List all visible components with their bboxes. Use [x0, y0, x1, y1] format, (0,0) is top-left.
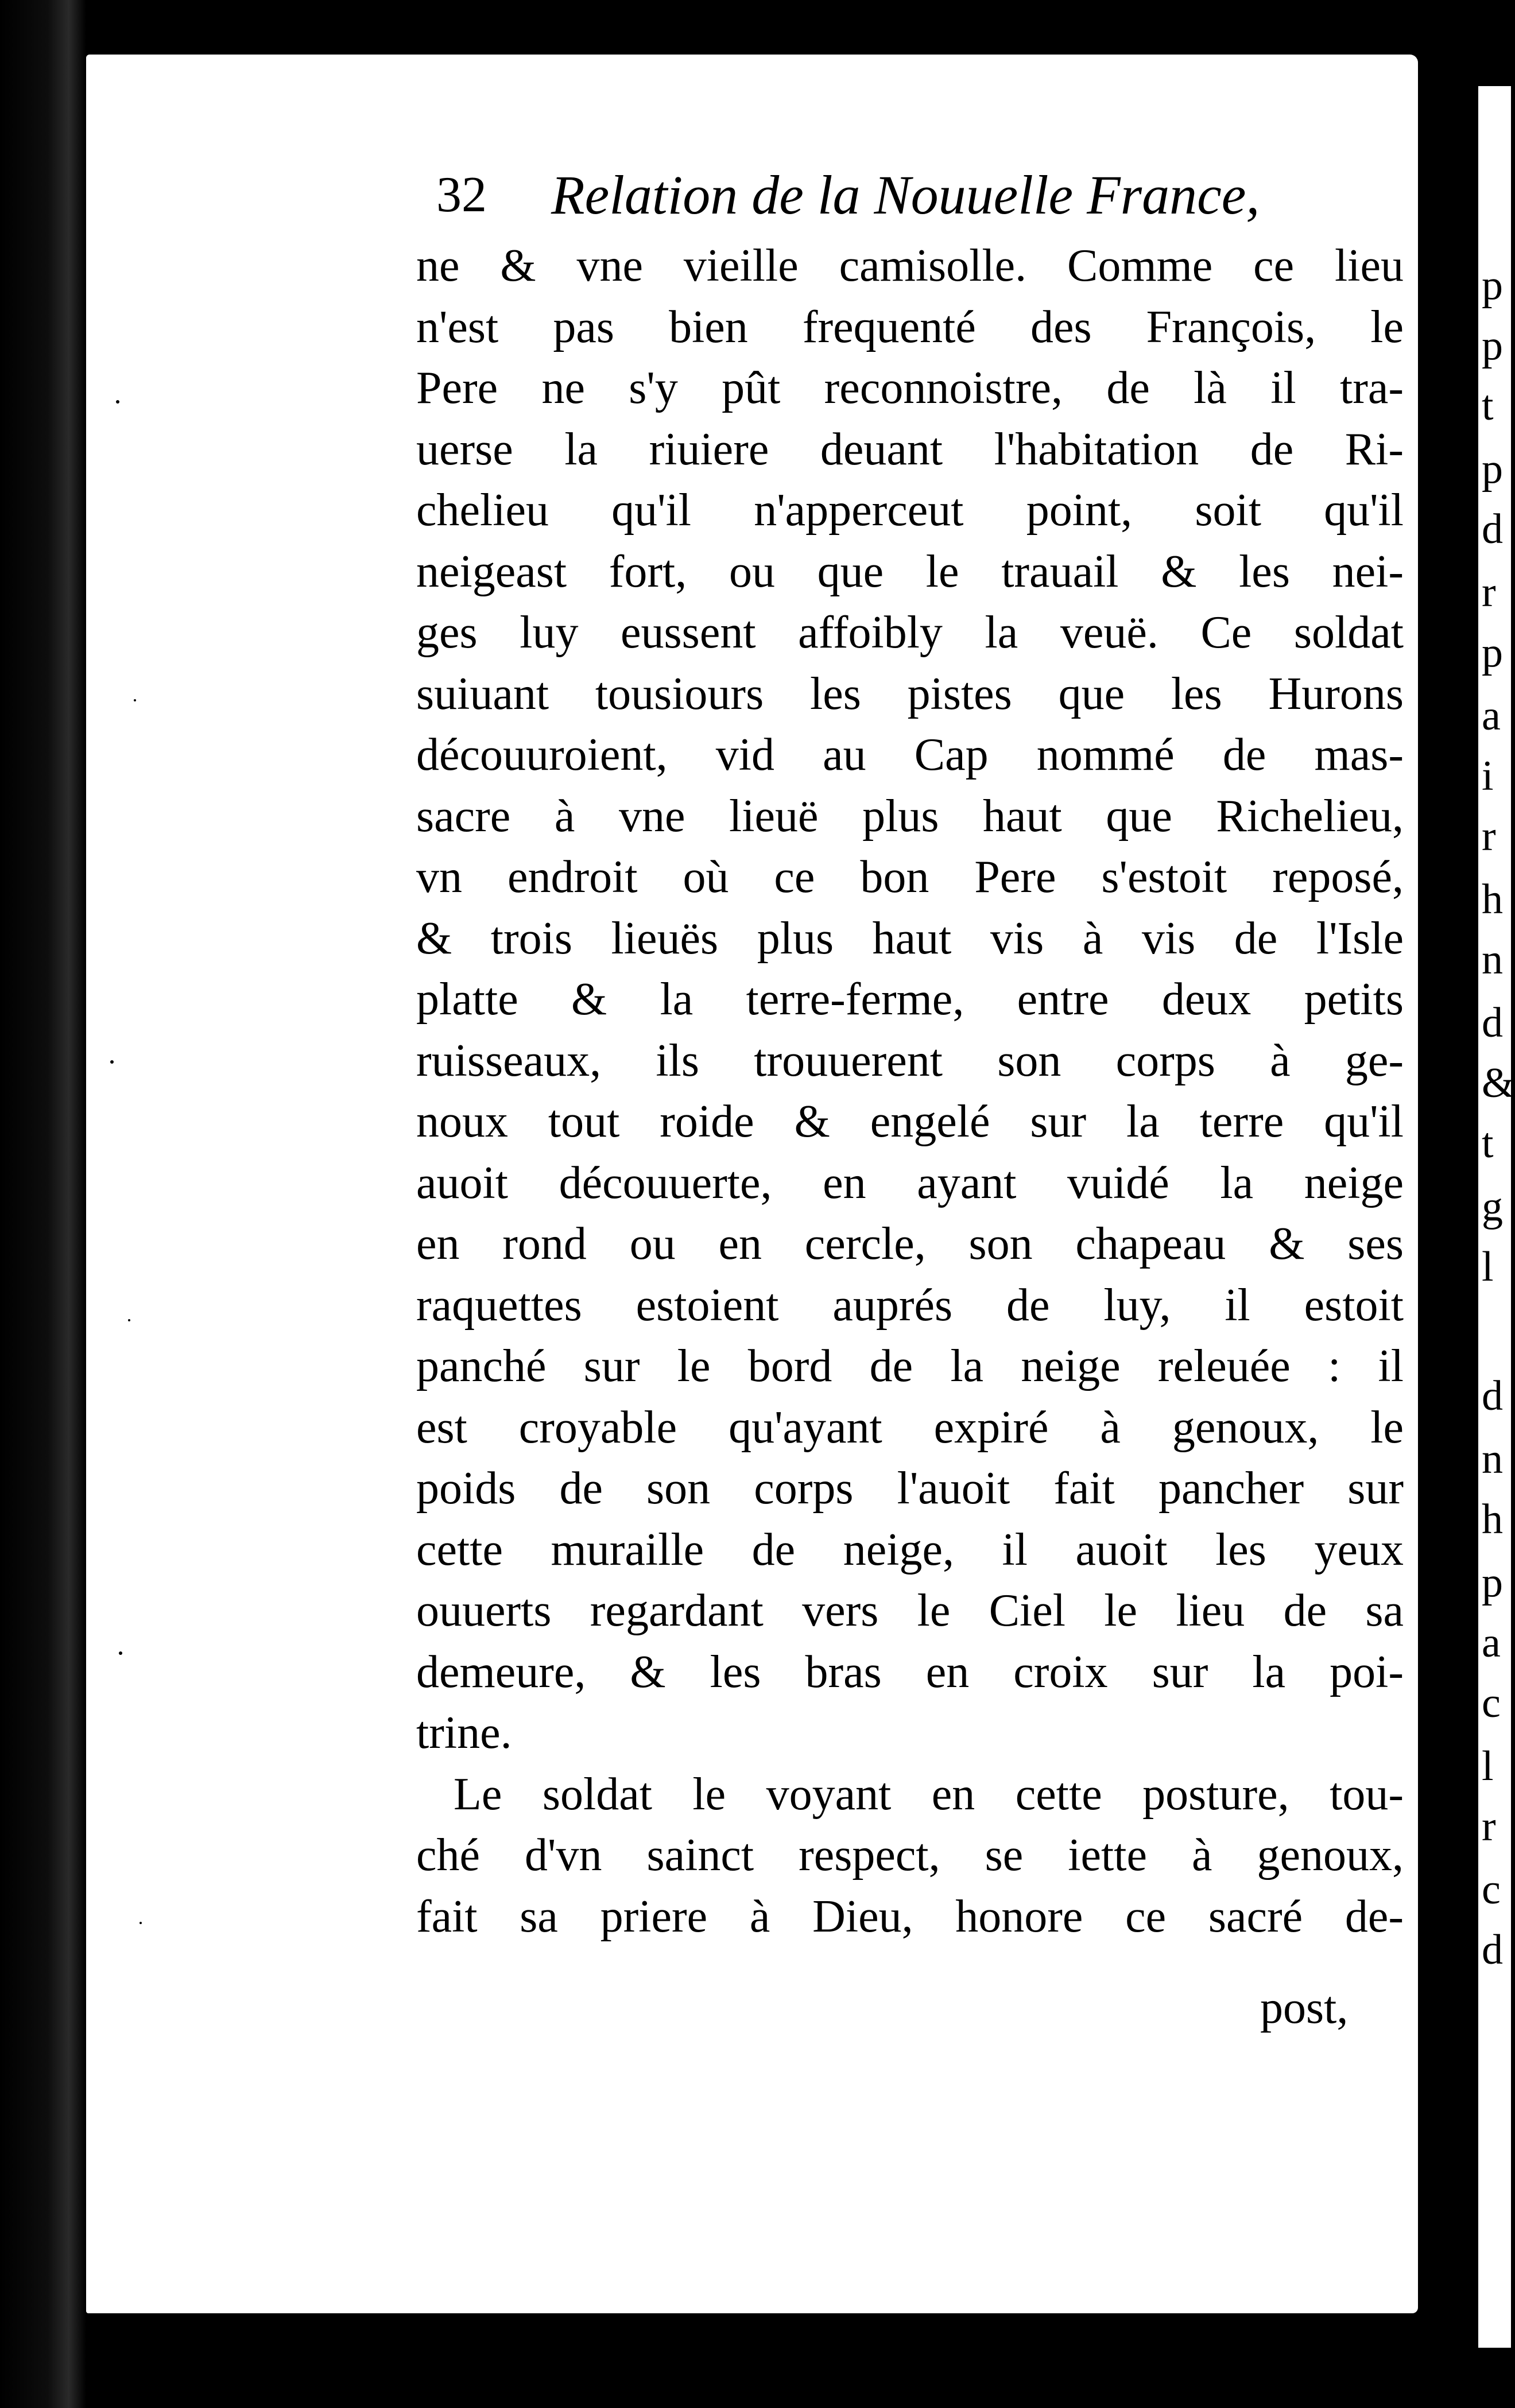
- text-line: ges luy eussent affoibly la veuë. Ce soldat: [416, 607, 1404, 658]
- text-line: ché d'vn sainct respect, se iette à genoux,: [416, 1830, 1404, 1880]
- facing-fragment: p: [1482, 445, 1503, 493]
- text-line: panché sur le bord de la neige releuée : il: [416, 1341, 1404, 1391]
- text-line: Pere ne s'y pût reconnoistre, de là il tra-: [416, 363, 1404, 413]
- paragraph-first-line: Le soldat le voyant en cette posture, tou-: [454, 1769, 1404, 1820]
- facing-fragment: d: [1482, 506, 1503, 553]
- facing-fragment: p: [1482, 629, 1503, 676]
- facing-fragment: d: [1482, 1372, 1503, 1420]
- text-line: trine.: [416, 1708, 512, 1758]
- facing-fragment: r: [1482, 569, 1496, 616]
- facing-fragment: a: [1482, 1619, 1501, 1666]
- text-line: ne & vne vieille camisolle. Comme ce lieu: [416, 241, 1404, 291]
- facing-fragment: d: [1482, 999, 1503, 1046]
- text-line: demeure, & les bras en croix sur la poi-: [416, 1646, 1404, 1697]
- text-line: n'est pas bien frequenté des François, le: [416, 301, 1404, 352]
- page-gutter: [1418, 0, 1481, 2408]
- facing-fragment: t: [1482, 382, 1494, 429]
- text-line: ruisseaux, ils trouuerent son corps à ge-: [416, 1035, 1404, 1086]
- facing-fragment: p: [1482, 322, 1503, 369]
- facing-fragment: h: [1482, 1496, 1503, 1543]
- facing-fragment: g: [1482, 1183, 1503, 1230]
- text-line: vn endroit où ce bon Pere s'estoit reposé,: [416, 852, 1404, 902]
- facing-fragment: l: [1482, 1243, 1494, 1290]
- catchword: post,: [1260, 1983, 1349, 2033]
- facing-fragment: h: [1482, 876, 1503, 923]
- text-line: ouuerts regardant vers le Ciel le lieu de sa: [416, 1585, 1404, 1636]
- facing-fragment: a: [1482, 692, 1501, 739]
- page-number: 32: [436, 167, 487, 223]
- facing-fragment: r: [1482, 813, 1496, 860]
- facing-fragment: d: [1482, 1926, 1503, 1973]
- book-binding-edge: [0, 0, 86, 2408]
- facing-fragment: &: [1482, 1060, 1515, 1107]
- text-line: uerse la riuiere deuant l'habitation de Ri-: [416, 424, 1404, 475]
- text-line: platte & la terre-ferme, entre deux petits: [416, 974, 1404, 1025]
- facing-fragment: p: [1482, 1559, 1503, 1606]
- text-line: fait sa priere à Dieu, honore ce sacré de-: [416, 1891, 1404, 1942]
- body-text: [416, 235, 1404, 1947]
- facing-page-edge: [1478, 86, 1515, 2348]
- facing-fragment: t: [1482, 1120, 1494, 1167]
- facing-fragment: l: [1482, 1743, 1494, 1790]
- text-line: neigeast fort, ou que le trauail & les nei-: [416, 546, 1404, 597]
- text-line: sacre à vne lieuë plus haut que Richelieu,: [416, 790, 1404, 842]
- text-line: découuroient, vid au Cap nommé de mas-: [416, 730, 1404, 780]
- text-line: cette muraille de neige, il auoit les yeux: [416, 1524, 1404, 1575]
- facing-fragment: n: [1482, 1436, 1503, 1483]
- facing-fragment: i: [1482, 753, 1494, 800]
- facing-fragment: r: [1482, 1803, 1496, 1850]
- text-line: raquettes estoient auprés de luy, il estoit: [416, 1279, 1404, 1331]
- page-header: [436, 161, 1412, 230]
- facing-fragment: p: [1482, 262, 1503, 309]
- facing-fragment: n: [1482, 936, 1503, 983]
- text-line: noux tout roide & engelé sur la terre qu'il: [416, 1096, 1404, 1147]
- text-line: en rond ou en cercle, son chapeau & ses: [416, 1219, 1404, 1269]
- text-line: suiuant tousiours les pistes que les Hurons: [416, 668, 1404, 719]
- text-line: chelieu qu'il n'apperceut point, soit qu'il: [416, 485, 1404, 536]
- text-line: poids de son corps l'auoit fait pancher sur: [416, 1463, 1404, 1514]
- facing-fragment: c: [1482, 1680, 1501, 1727]
- text-line: & trois lieuës plus haut vis à vis de l'Isle: [416, 913, 1404, 964]
- text-line: auoit découuerte, en ayant vuidé la neige: [416, 1157, 1404, 1208]
- running-title: Relation de la Nouuelle France,: [551, 164, 1260, 226]
- facing-fragment: c: [1482, 1866, 1501, 1913]
- text-line: est croyable qu'ayant expiré à genoux, le: [416, 1402, 1404, 1453]
